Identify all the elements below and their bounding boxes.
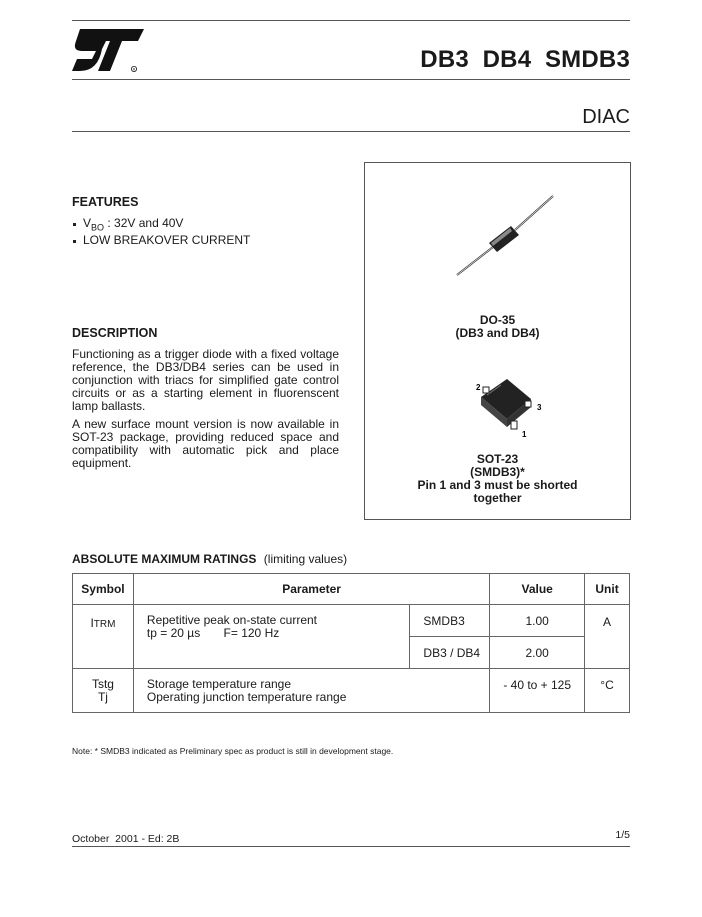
do35-label: DO-35 [479,313,516,327]
pin-label: 3 [537,403,542,412]
do35-package-drawing [453,191,559,279]
sot23-package-drawing [471,373,551,439]
column-header-parameter: Parameter [133,574,489,605]
top-rule [72,20,630,21]
document-subtitle: DIAC [582,106,630,128]
feature-item: $V_{BO}$ : 32V and 40V [72,216,250,233]
sot23-note-line2: together [473,491,522,505]
column-header-symbol: Symbol [73,574,134,605]
value-cell: 1.00 [490,605,585,637]
feature-item: LOW BREAKOVER CURRENT [72,233,250,250]
parameter-cell: Storage temperature range Operating junction temperature range [133,669,489,713]
footer-date: October 2001 - Ed: 2B [72,833,180,845]
column-header-unit: Unit [585,574,630,605]
unit-cell: A [585,605,630,669]
pin-label: 2 [476,383,481,392]
sot23-label: SOT-23 [476,452,519,466]
device-cell: SMDB3 [410,605,490,637]
st-logo [72,27,146,80]
document-title: DB3 DB4 SMDB3 [420,46,630,73]
do35-parts: (DB3 and DB4) [455,326,540,340]
description-paragraph-1: Functioning as a trigger diode with a fixed voltage reference, the DB3/DB4 series can be used in conjunction with triacs for simplified gate control circuits or as a starting element in fluorenscent lamp ballasts. [72,347,339,413]
pin-label: 1 [522,430,527,439]
svg-text:R: R [132,67,136,72]
description-paragraph-2: A new surface mount version is now available in SOT-23 package, providing reduced space and compatibility with automatic pick and place equipment. [72,417,339,470]
column-header-value: Value [490,574,585,605]
features-list [72,216,250,250]
symbol-cell: ITRM [73,605,134,669]
value-cell: 2.00 [490,637,585,669]
page-number: 1/5 [615,829,630,841]
subtitle-rule [72,131,630,132]
sot23-note-line1: Pin 1 and 3 must be shorted [417,478,578,492]
sot23-parts: (SMDB3)* [470,465,525,479]
ratings-table [72,573,630,713]
footer-rule [72,846,630,847]
device-cell: DB3 / DB4 [410,637,490,669]
ratings-heading: ABSOLUTE MAXIMUM RATINGS (limiting values) [72,552,348,566]
table-header-row [73,574,630,605]
package-box [364,162,631,520]
value-cell: - 40 to + 125 [490,669,585,713]
parameter-cell: Repetitive peak on-state current tp = 20 µs F= 120 Hz [133,605,409,669]
table-row [73,669,630,713]
features-heading: FEATURES [72,195,139,209]
symbol-cell: Tstg Tj [73,669,134,713]
header-rule [72,79,630,80]
preliminary-note: Note: * SMDB3 indicated as Preliminary spec as product is still in development stage. [72,746,394,756]
unit-cell: °C [585,669,630,713]
table-row [73,605,630,637]
description-heading: DESCRIPTION [72,326,158,340]
